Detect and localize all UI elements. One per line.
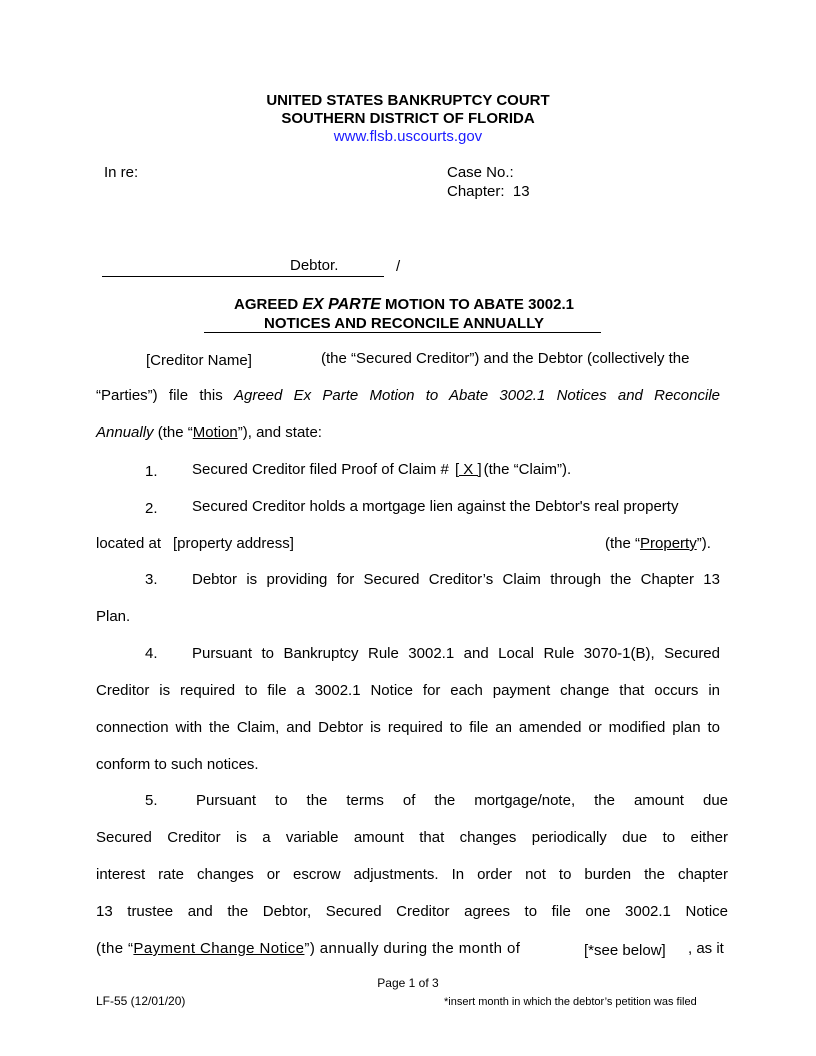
para4-line2: Creditor is required to file a 3002.1 Notice for each payment change that occurs in [96,682,720,699]
para4-number: 4. [145,645,158,662]
month-field[interactable]: [*see below] [584,942,666,959]
intro-annually: Annually [96,424,154,441]
payment-change-notice-term: Payment Change Notice [133,940,305,957]
motion-title-line1 [0,296,808,314]
para3-line1: Debtor is providing for Secured Creditor’s Claim through the Chapter 13 [192,571,720,588]
para5-the: (the “ [96,940,134,957]
chapter-value: 13 [512,183,530,200]
chapter-label: Chapter: [447,183,505,200]
para5-line2: Secured Creditor is a variable amount that changes periodically due to either [96,829,728,846]
intro-line1: (the “Secured Creditor”) and the Debtor (collectively the [321,350,690,367]
para3-line2: Plan. [96,608,131,625]
intro-line3 [96,424,322,441]
creditor-name-field[interactable]: [Creditor Name] [146,352,252,369]
para2-line1: Secured Creditor holds a mortgage lien against the Debtor's real property [192,498,679,515]
para3-number: 3. [145,571,158,588]
page-number: Page 1 of 3 [377,976,439,990]
para1-text [192,461,571,478]
para5-number: 5. [145,792,158,809]
para2-property-term [605,535,711,552]
month-footnote: *insert month in which the debtor’s petition was filed [444,996,697,1008]
intro-the: (the “ [157,424,193,441]
intro-motion-title: Agreed Ex Parte Motion to Abate 3002.1 Notices and Reconcile [233,387,721,404]
debtor-signature-line [102,276,384,277]
para2-number: 2. [145,500,158,517]
para5-line1: Pursuant to the terms of the mortgage/note, the amount due [196,792,728,809]
para5-as-it: , as it [688,940,724,957]
property-address-field[interactable]: [property address] [173,535,294,552]
form-id: LF-55 (12/01/20) [96,994,186,1008]
para2-close: ”). [696,535,711,552]
para4-line1: Pursuant to Bankruptcy Rule 3002.1 and Local Rule 3070-1(B), Secured [192,645,720,662]
title-suffix: MOTION TO ABATE 3002.1 [380,296,574,313]
caption-slash: / [396,258,401,275]
para2-the: (the “ [605,535,641,552]
claim-number-field[interactable]: [ X ] [454,461,482,478]
title-prefix: AGREED [234,296,303,313]
title-ex-parte: EX PARTE [302,296,381,313]
court-district: SOUTHERN DISTRICT OF FLORIDA [281,110,535,127]
para4-line4: conform to such notices. [96,756,259,773]
property-term: Property [640,535,697,552]
para1-body: Secured Creditor filed Proof of Claim # [192,461,449,478]
intro-line2 [96,387,720,404]
para2-located-at: located at [96,535,162,552]
title-underline [204,332,601,333]
in-re-label: In re: [104,164,139,181]
intro-parties: “Parties”) file this [96,387,223,404]
debtor-label: Debtor. [290,257,339,274]
para5-annually-text: ”) annually during the month of [304,940,521,957]
case-number-label: Case No.: [447,164,514,181]
para5-line5 [96,940,520,957]
court-website-link[interactable]: www.flsb.uscourts.gov [333,128,483,145]
court-name: UNITED STATES BANKRUPTCY COURT [266,92,550,109]
motion-title-line2: NOTICES AND RECONCILE ANNUALLY [263,315,544,332]
intro-and-state: ”), and state: [237,424,322,441]
para5-line4: 13 trustee and the Debtor, Secured Creditor agrees to file one 3002.1 Notice [96,903,728,920]
chapter-field [447,183,530,200]
para1-number: 1. [145,463,158,480]
intro-motion-term: Motion [192,424,238,441]
para1-claim-term: (the “Claim”). [483,461,572,478]
para5-line3: interest rate changes or escrow adjustments. In order not to burden the chapter [96,866,728,883]
para4-line3: connection with the Claim, and Debtor is required to file an amended or modified plan to [96,719,720,736]
